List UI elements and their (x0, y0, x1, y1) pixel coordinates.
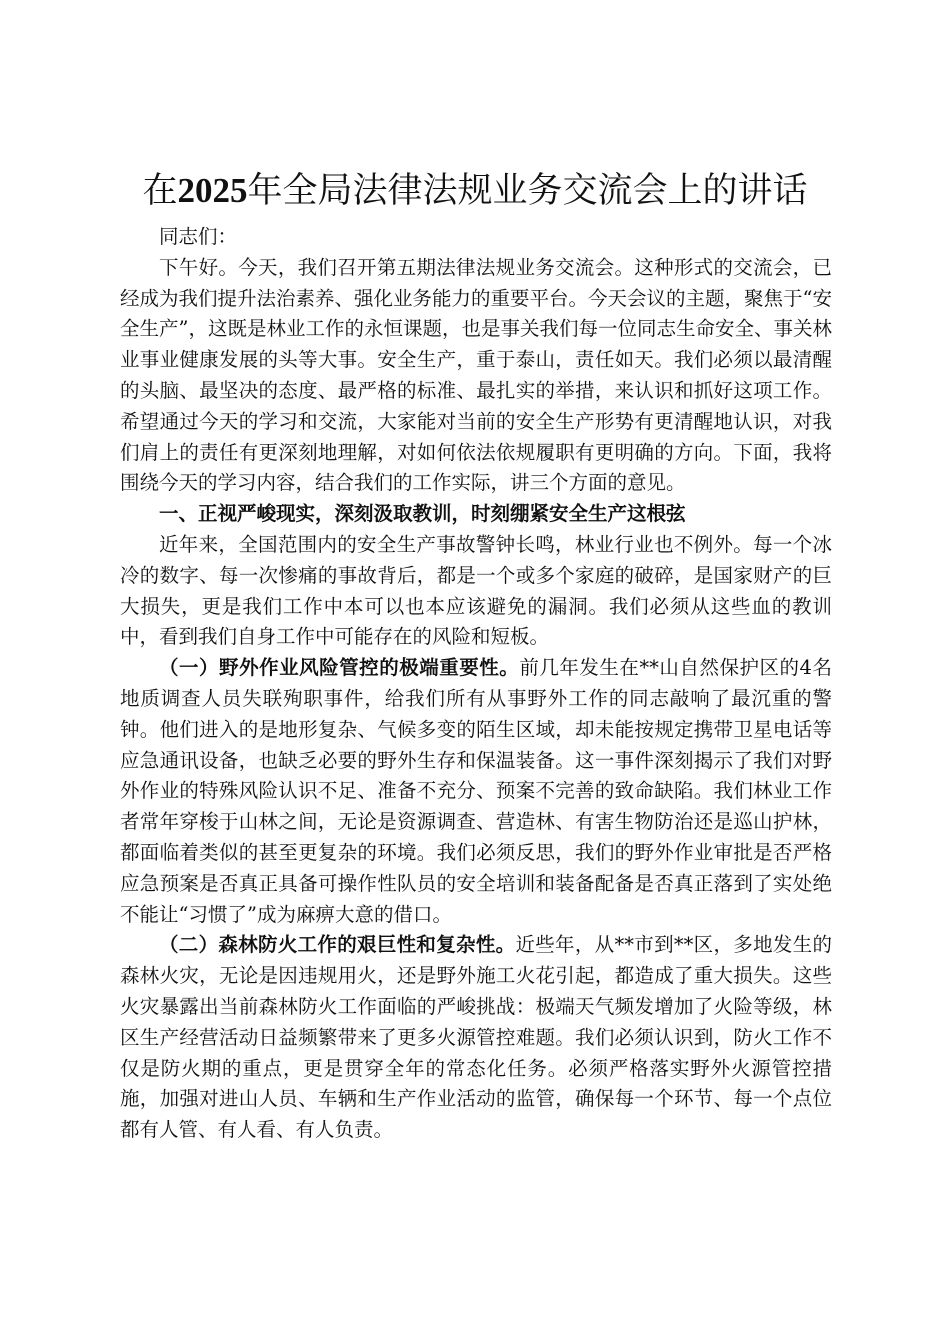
title-year: 2025 (177, 171, 248, 210)
title-prefix: 在 (142, 171, 178, 211)
section-1-paragraph: 近年来，全国范围内的安全生产事故警钟长鸣，林业行业也不例外。每一个冰冷的数字、每一次惨痛的事故背后，都是一个或多个家庭的破碎，是国家财产的巨大损失，更是我们工作中本可以也本应该避免的漏洞。我们必须从这些血的教训中，看到我们自身工作中可能存在的风险和短板。 (120, 532, 832, 649)
subsection-2-paragraph (120, 930, 832, 1146)
title-suffix: 年全局法律法规业务交流会上的讲话 (247, 171, 808, 211)
document-title (0, 168, 950, 214)
salutation: 同志们： (159, 225, 238, 248)
subsection-1-text: 前几年发生在**山自然保护区的4名地质调查人员失联殉职事件，给我们所有从事野外工作的同志敲响了最沉重的警钟。他们进入的是地形复杂、气候多变的陌生区域，却未能按规定携带卫星电话等应急通讯设备，也缺乏必要的野外生存和保温装备。这一事件深刻揭示了我们对野外作业的特殊风险认识不足、准备不充分、预案不完善的致命缺陷。我们林业工作者常年穿梭于山林之间，无论是资源调查、营造林、有害生物防治还是巡山护林，都面临着类似的甚至更复杂的环境。我们必须反思，我们的野外作业审批是否严格应急预案是否真正具备可操作性队员的安全培训和装备配备是否真正落到了实处绝不能让“习惯了”成为麻痹大意的借口。 (120, 656, 832, 926)
subsection-1-heading: （一）野外作业风险管控的极端重要性。 (159, 656, 520, 680)
intro-paragraph: 下午好。今天，我们召开第五期法律法规业务交流会。这种形式的交流会，已经成为我们提升法治素养、强化业务能力的重要平台。今天会议的主题，聚焦于“安全生产”，这既是林业工作的永恒课题，也是事关我们每一位同志生命安全、事关林业事业健康发展的头等大事。安全生产，重于泰山，责任如天。我们必须以最清醒的头脑、最坚决的态度、最严格的标准、最扎实的举措，来认识和抓好这项工作。希望通过今天的学习和交流，大家能对当前的安全生产形势有更清醒地认识，对我们肩上的责任有更深刻地理解，对如何依法依规履职有更明确的方向。下面，我将围绕今天的学习内容，结合我们的工作实际，讲三个方面的意见。 (120, 255, 832, 495)
subsection-2-heading: （二）森林防火工作的艰巨性和复杂性。 (159, 933, 516, 957)
section-1-heading: 一、正视严峻现实，深刻汲取教训，时刻绷紧安全生产这根弦 (159, 502, 686, 526)
document-body (120, 222, 832, 1146)
subsection-1-paragraph (120, 653, 832, 930)
subsection-2-text: 近些年，从**市到**区，多地发生的森林火灾，无论是因违规用火，还是野外施工火花引起，都造成了重大损失。这些火灾暴露出当前森林防火工作面临的严峻挑战：极端天气频发增加了火险等级，林区生产经营活动日益频繁带来了更多火源管控难题。我们必须认识到，防火工作不仅是防火期的重点，更是贯穿全年的常态化任务。必须严格落实野外火源管控措施，加强对进山人员、车辆和生产作业活动的监管，确保每一个环节、每一个点位都有人管、有人看、有人负责。 (120, 933, 832, 1142)
